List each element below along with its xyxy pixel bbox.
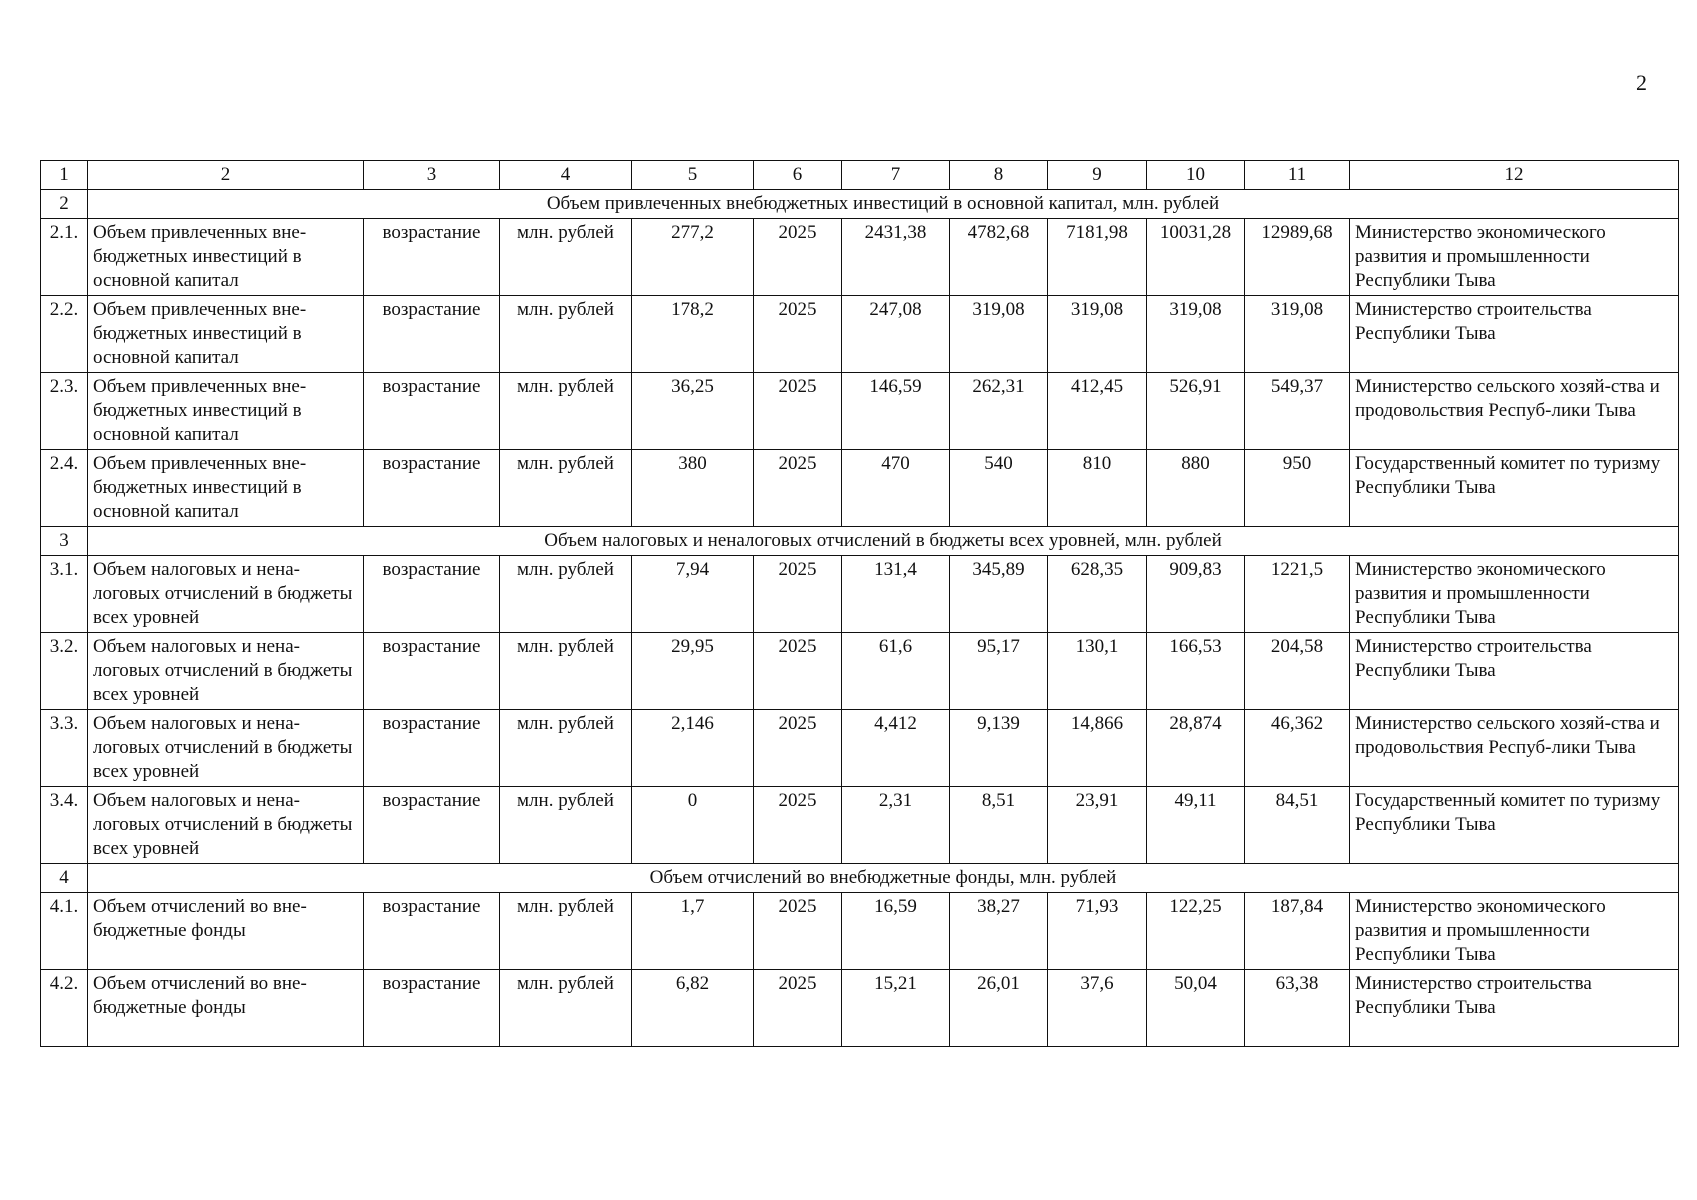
table-row [41,710,1679,787]
header-cell: 6 [754,161,842,190]
unit-cell: млн. рублей [500,450,632,527]
value-cell: 29,95 [632,633,754,710]
indicator-name: Объем налоговых и нена-логовых отчислений в бюджеты всех уровней [88,710,364,787]
header-cell: 2 [88,161,364,190]
section-title: Объем отчислений во внебюджетные фонды, млн. рублей [88,864,1679,893]
header-cell: 4 [500,161,632,190]
header-cell: 9 [1048,161,1147,190]
value-cell: 122,25 [1147,893,1245,970]
value-cell: 2431,38 [842,219,950,296]
indicator-name: Объем привлеченных вне-бюджетных инвестиций в основной капитал [88,219,364,296]
table-row [41,556,1679,633]
indicator-name: Объем привлеченных вне-бюджетных инвестиций в основной капитал [88,450,364,527]
value-cell: 628,35 [1048,556,1147,633]
unit-cell: млн. рублей [500,970,632,1047]
value-cell: 38,27 [950,893,1048,970]
unit-cell: млн. рублей [500,633,632,710]
header-cell: 11 [1245,161,1350,190]
value-cell: 166,53 [1147,633,1245,710]
responsible-cell: Министерство сельского хозяй-ства и продовольствия Респуб-лики Тыва [1350,373,1679,450]
indicator-name: Объем налоговых и нена-логовых отчислений в бюджеты всех уровней [88,556,364,633]
section-row [41,864,1679,893]
value-cell: 146,59 [842,373,950,450]
value-cell: 4,412 [842,710,950,787]
responsible-cell: Министерство сельского хозяй-ства и продовольствия Респуб-лики Тыва [1350,710,1679,787]
value-cell: 14,866 [1048,710,1147,787]
value-cell: 26,01 [950,970,1048,1047]
row-number: 2.2. [41,296,88,373]
value-cell: 2025 [754,710,842,787]
value-cell: 2025 [754,296,842,373]
value-cell: 71,93 [1048,893,1147,970]
value-cell: 12989,68 [1245,219,1350,296]
value-cell: 345,89 [950,556,1048,633]
responsible-cell: Министерство строительства Республики Тыва [1350,970,1679,1047]
value-cell: 2025 [754,970,842,1047]
table-row [41,893,1679,970]
unit-cell: млн. рублей [500,219,632,296]
unit-cell: млн. рублей [500,893,632,970]
direction-cell: возрастание [364,633,500,710]
value-cell: 7181,98 [1048,219,1147,296]
responsible-cell: Министерство строительства Республики Тыва [1350,633,1679,710]
value-cell: 319,08 [1048,296,1147,373]
value-cell: 50,04 [1147,970,1245,1047]
responsible-cell: Министерство экономического развития и промышленности Республики Тыва [1350,219,1679,296]
section-row [41,527,1679,556]
value-cell: 7,94 [632,556,754,633]
indicator-name: Объем привлеченных вне-бюджетных инвестиций в основной капитал [88,373,364,450]
value-cell: 549,37 [1245,373,1350,450]
row-number: 4.1. [41,893,88,970]
value-cell: 412,45 [1048,373,1147,450]
value-cell: 28,874 [1147,710,1245,787]
direction-cell: возрастание [364,893,500,970]
table-row [41,970,1679,1047]
value-cell: 526,91 [1147,373,1245,450]
value-cell: 95,17 [950,633,1048,710]
indicator-name: Объем налоговых и нена-логовых отчислений в бюджеты всех уровней [88,787,364,864]
value-cell: 262,31 [950,373,1048,450]
row-number: 2.3. [41,373,88,450]
value-cell: 2,146 [632,710,754,787]
indicator-name: Объем отчислений во вне-бюджетные фонды [88,970,364,1047]
value-cell: 23,91 [1048,787,1147,864]
direction-cell: возрастание [364,787,500,864]
value-cell: 9,139 [950,710,1048,787]
indicators-table [40,160,1679,1047]
value-cell: 187,84 [1245,893,1350,970]
value-cell: 46,362 [1245,710,1350,787]
header-cell: 7 [842,161,950,190]
direction-cell: возрастание [364,219,500,296]
direction-cell: возрастание [364,556,500,633]
value-cell: 1,7 [632,893,754,970]
row-number: 3.4. [41,787,88,864]
value-cell: 0 [632,787,754,864]
value-cell: 319,08 [950,296,1048,373]
unit-cell: млн. рублей [500,710,632,787]
value-cell: 1221,5 [1245,556,1350,633]
value-cell: 8,51 [950,787,1048,864]
direction-cell: возрастание [364,710,500,787]
header-cell: 1 [41,161,88,190]
value-cell: 277,2 [632,219,754,296]
section-title: Объем налоговых и неналоговых отчислений в бюджеты всех уровней, млн. рублей [88,527,1679,556]
value-cell: 84,51 [1245,787,1350,864]
value-cell: 950 [1245,450,1350,527]
section-number: 2 [41,190,88,219]
indicator-name: Объем отчислений во вне-бюджетные фонды [88,893,364,970]
responsible-cell: Министерство строительства Республики Тыва [1350,296,1679,373]
value-cell: 63,38 [1245,970,1350,1047]
row-number: 4.2. [41,970,88,1047]
value-cell: 178,2 [632,296,754,373]
value-cell: 37,6 [1048,970,1147,1047]
table-row [41,450,1679,527]
value-cell: 909,83 [1147,556,1245,633]
value-cell: 61,6 [842,633,950,710]
section-row [41,190,1679,219]
unit-cell: млн. рублей [500,296,632,373]
value-cell: 319,08 [1147,296,1245,373]
value-cell: 2025 [754,556,842,633]
responsible-cell: Государственный комитет по туризму Республики Тыва [1350,787,1679,864]
value-cell: 204,58 [1245,633,1350,710]
section-title: Объем привлеченных внебюджетных инвестиций в основной капитал, млн. рублей [88,190,1679,219]
row-number: 3.3. [41,710,88,787]
responsible-cell: Министерство экономического развития и промышленности Республики Тыва [1350,893,1679,970]
value-cell: 2025 [754,893,842,970]
value-cell: 319,08 [1245,296,1350,373]
unit-cell: млн. рублей [500,787,632,864]
unit-cell: млн. рублей [500,373,632,450]
responsible-cell: Государственный комитет по туризму Республики Тыва [1350,450,1679,527]
value-cell: 540 [950,450,1048,527]
row-number: 2.4. [41,450,88,527]
value-cell: 2025 [754,219,842,296]
value-cell: 2025 [754,373,842,450]
row-number: 3.1. [41,556,88,633]
value-cell: 2025 [754,633,842,710]
value-cell: 810 [1048,450,1147,527]
value-cell: 131,4 [842,556,950,633]
value-cell: 4782,68 [950,219,1048,296]
value-cell: 10031,28 [1147,219,1245,296]
header-cell: 3 [364,161,500,190]
table-row [41,787,1679,864]
row-number: 3.2. [41,633,88,710]
table-row [41,219,1679,296]
direction-cell: возрастание [364,450,500,527]
section-number: 4 [41,864,88,893]
header-row [41,161,1679,190]
responsible-cell: Министерство экономического развития и промышленности Республики Тыва [1350,556,1679,633]
value-cell: 49,11 [1147,787,1245,864]
value-cell: 36,25 [632,373,754,450]
direction-cell: возрастание [364,296,500,373]
header-cell: 10 [1147,161,1245,190]
section-number: 3 [41,527,88,556]
value-cell: 6,82 [632,970,754,1047]
direction-cell: возрастание [364,970,500,1047]
value-cell: 15,21 [842,970,950,1047]
page-number: 2 [1636,70,1647,95]
value-cell: 247,08 [842,296,950,373]
table-row [41,633,1679,710]
row-number: 2.1. [41,219,88,296]
value-cell: 380 [632,450,754,527]
value-cell: 16,59 [842,893,950,970]
value-cell: 2025 [754,787,842,864]
table-row [41,373,1679,450]
header-cell: 12 [1350,161,1679,190]
value-cell: 130,1 [1048,633,1147,710]
value-cell: 470 [842,450,950,527]
header-cell: 5 [632,161,754,190]
indicator-name: Объем налоговых и нена-логовых отчислений в бюджеты всех уровней [88,633,364,710]
unit-cell: млн. рублей [500,556,632,633]
value-cell: 880 [1147,450,1245,527]
header-cell: 8 [950,161,1048,190]
direction-cell: возрастание [364,373,500,450]
table-row [41,296,1679,373]
indicator-name: Объем привлеченных вне-бюджетных инвестиций в основной капитал [88,296,364,373]
value-cell: 2025 [754,450,842,527]
value-cell: 2,31 [842,787,950,864]
